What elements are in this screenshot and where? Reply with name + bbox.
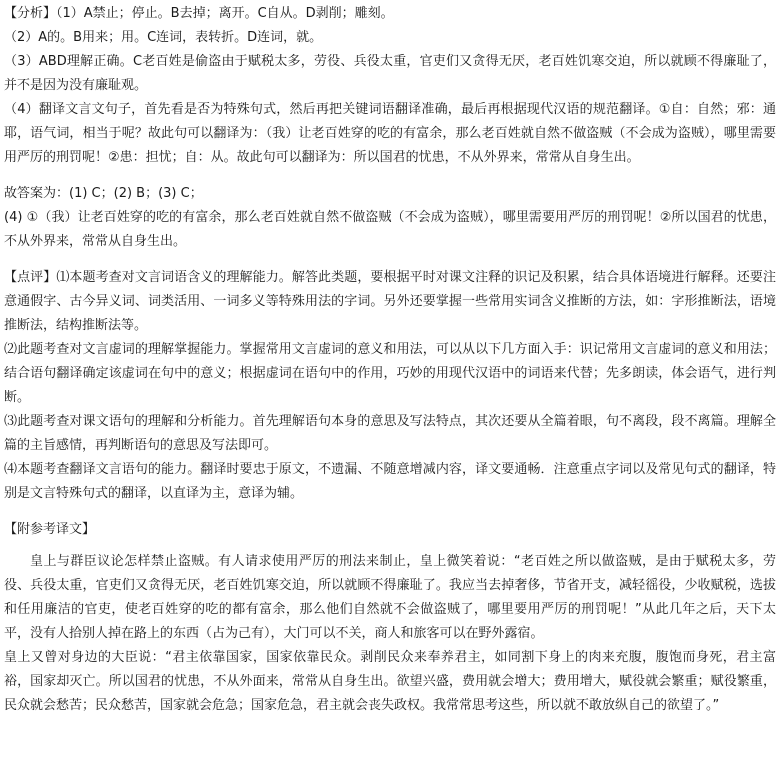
analysis-line-2: （2）A的。B用来；用。C连词，表转折。D连词，就。 [4,30,323,45]
translation-paragraph-2: 皇上又曾对身边的大臣说：“君主依靠国家，国家依靠民众。剥削民众来奉养君主，如同割下身上的肉来充腹，腹饱而身死，君主富裕，国家却灭亡。所以国君的忧患，不从外面来，常常从自身生出。欲望兴盛，费用就会增大；费用增大，赋役就会繁重；赋役繁重，民众就会愁苦；民众愁苦，国家就会危急；国家危急，君主就会丧失政权。我常常思考这些，所以就不敢放纵自己的欲望了。” [4,650,776,713]
analysis-line-1: 【分析】（1）A禁止；停止。B去掉；离开。C自从。D剥削；雕刻。 [4,6,394,21]
comment-point-4: ⑷本题考查翻译文言语句的能力。翻译时要忠于原文，不遗漏、不随意增减内容，译文要通畅．注意重点字词以及常见句式的翻译，特别是文言特殊句式的翻译，以直译为主，意译为辅。 [4,462,776,501]
answer-line-2: (4) ①（我）让老百姓穿的吃的有富余，那么老百姓就自然不做盗贼（不会成为盗贼），哪里需要用严厉的刑罚呢！②所以国君的忧患，不从外界来，常常从自身生出。 [4,210,776,249]
answer-section [4,182,776,254]
translation-heading: 【附参考译文】 [4,522,96,537]
comment-point-2: ⑵此题考查对文言虚词的理解掌握能力。掌握常用文言虚词的意义和用法，可以从以下几方面入手：识记常用文言虚词的意义和用法；结合语句翻译确定该虚词在句中的意义；根据虚词在语句中的作用，巧妙的用现代汉语中的词语来代替；先多朗读，体会语气，进行判断。 [4,342,776,405]
analysis-line-3: （3）ABD理解正确。C老百姓是偷盗由于赋税太多，劳役、兵役太重，官吏们又贪得无厌，老百姓饥寒交迫，所以就顾不得廉耻了，并不是因为没有廉耻观。 [4,54,776,93]
analysis-heading: 【分析】 [4,6,57,21]
answer-line-1: 故答案为：(1) C；(2) B；(3) C； [4,186,203,201]
comment-point-3: ⑶此题考查对课文语句的理解和分析能力。首先理解语句本身的意思及写法特点，其次还要从全篇着眼，句不离段，段不离篇。理解全篇的主旨感情，再判断语句的意思及写法即可。 [4,414,776,453]
analysis-section [4,2,776,170]
comment-point-1: 【点评】⑴本题考查对文言词语含义的理解能力。解答此类题，要根据平时对课文注释的识记及积累，结合具体语境进行解释。还要注意通假字、古今异义词、词类活用、一词多义等特殊用法的字词。另外还要掌握一些常用实词含义推断的方法，如：字形推断法，语境推断法，结构推断法等。 [4,270,776,333]
translation-paragraph-1: 皇上与群臣议论怎样禁止盗贼。有人请求使用严厉的刑法来制止，皇上微笑着说：“老百姓之所以做盗贼，是由于赋税太多，劳役、兵役太重，官吏们又贪得无厌，老百姓饥寒交迫，所以就顾不得廉耻了。我应当去掉奢侈，节省开支，减轻徭役，少收赋税，选拔和任用廉洁的官吏，使老百姓穿的吃的都有富余，那么他们自然就不会做盗贼了，哪里要用严厉的刑罚呢！”从此几年之后，天下太平，没有人拾别人掉在路上的东西（占为己有），大门可以不关，商人和旅客可以在野外露宿。 [4,554,776,641]
comment-heading: 【点评】 [4,270,57,285]
analysis-line-4: （4）翻译文言文句子，首先看是否为特殊句式，然后再把关键词语翻译准确，最后再根据现代汉语的规范翻译。①自：自然；邪：通耶，语气词，相当于呢？故此句可以翻译为：（我）让老百姓穿的吃的有富余，那么老百姓就自然不做盗贼（不会成为盗贼），哪里需要用严厉的刑罚呢！②患：担忧；自：从。故此句可以翻译为：所以国君的忧患，不从外界来，常常从自身生出。 [4,102,776,165]
solution-document [4,2,776,718]
comment-section [4,266,776,506]
translation-section [4,518,776,718]
